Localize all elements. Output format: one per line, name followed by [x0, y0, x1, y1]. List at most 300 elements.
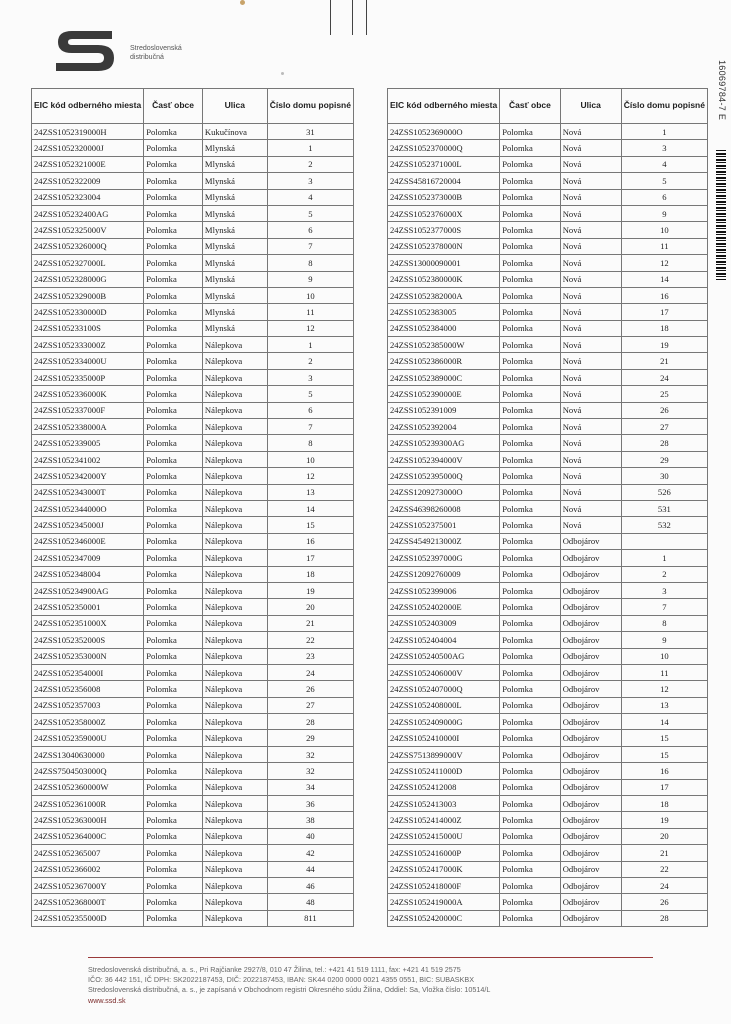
house-no-cell: 8 [621, 615, 707, 631]
table-row [32, 402, 354, 418]
table-row [32, 124, 354, 140]
eic-cell: 24ZSS1052394000V [388, 451, 500, 467]
street-cell: Nálepkova [202, 337, 267, 353]
eic-cell: 24ZSS1052420000C [388, 910, 500, 926]
part-cell: Polomka [144, 255, 203, 271]
house-no-cell: 24 [267, 664, 353, 680]
house-no-cell: 30 [621, 468, 707, 484]
eic-cell: 24ZSS1052385000W [388, 337, 500, 353]
street-cell: Nálepkova [202, 386, 267, 402]
street-cell: Odbojárov [560, 599, 621, 615]
table-row [388, 320, 708, 336]
street-cell: Nálepkova [202, 369, 267, 385]
house-no-cell: 18 [621, 796, 707, 812]
eic-cell: 24ZSS1052360000W [32, 779, 144, 795]
table-row [388, 173, 708, 189]
eic-cell: 24ZSS1052416000P [388, 845, 500, 861]
table-row [388, 337, 708, 353]
table-row [388, 664, 708, 680]
table-row [32, 582, 354, 598]
table-row [32, 681, 354, 697]
part-cell: Polomka [500, 205, 560, 221]
col-street: Ulica [202, 89, 267, 124]
table-row [388, 255, 708, 271]
street-cell: Mlynská [202, 255, 267, 271]
street-cell: Nová [560, 156, 621, 172]
table-row [388, 386, 708, 402]
table-row [32, 222, 354, 238]
part-cell: Polomka [500, 304, 560, 320]
part-cell: Polomka [500, 369, 560, 385]
eic-cell: 24ZSS1052417000K [388, 861, 500, 877]
part-cell: Polomka [500, 386, 560, 402]
part-cell: Polomka [500, 402, 560, 418]
house-no-cell: 9 [267, 271, 353, 287]
house-no-cell: 15 [621, 730, 707, 746]
part-cell: Polomka [500, 468, 560, 484]
table-row [388, 714, 708, 730]
house-no-cell: 46 [267, 877, 353, 893]
house-no-cell: 19 [621, 337, 707, 353]
fold-marks [330, 0, 370, 35]
footer-registry: Stredoslovenská distribučná, a. s., je zapísaná v Obchodnom registri Okresného súdu Žilina, Oddiel: Sa, Vložka číslo: 10514/L [88, 985, 491, 995]
part-cell: Polomka [144, 304, 203, 320]
house-no-cell: 12 [621, 681, 707, 697]
house-no-cell: 28 [267, 714, 353, 730]
street-cell: Nová [560, 124, 621, 140]
street-cell: Nová [560, 287, 621, 303]
street-cell: Kukučínova [202, 124, 267, 140]
part-cell: Polomka [500, 140, 560, 156]
street-cell: Odbojárov [560, 566, 621, 582]
eic-cell: 24ZSS1052338000A [32, 419, 144, 435]
house-no-cell: 18 [621, 320, 707, 336]
table-row [388, 828, 708, 844]
part-cell: Polomka [144, 222, 203, 238]
street-cell: Odbojárov [560, 894, 621, 910]
right-table [387, 88, 708, 927]
table-row [32, 550, 354, 566]
eic-cell: 24ZSS1052350001 [32, 599, 144, 615]
house-no-cell: 13 [621, 697, 707, 713]
part-cell: Polomka [144, 861, 203, 877]
part-cell: Polomka [144, 369, 203, 385]
part-cell: Polomka [144, 730, 203, 746]
street-cell: Nálepkova [202, 796, 267, 812]
eic-cell: 24ZSS1052327000L [32, 255, 144, 271]
table-row [32, 664, 354, 680]
house-no-cell: 15 [267, 517, 353, 533]
table-row [388, 500, 708, 516]
street-cell: Odbojárov [560, 681, 621, 697]
part-cell: Polomka [144, 320, 203, 336]
company-name-line2: distribučná [130, 54, 164, 61]
table-row [388, 796, 708, 812]
part-cell: Polomka [500, 320, 560, 336]
part-cell: Polomka [144, 877, 203, 893]
table-row [388, 697, 708, 713]
table-row [388, 894, 708, 910]
street-cell: Odbojárov [560, 861, 621, 877]
table-row [388, 484, 708, 500]
part-cell: Polomka [144, 271, 203, 287]
house-no-cell: 48 [267, 894, 353, 910]
table-row [32, 910, 354, 926]
street-cell: Mlynská [202, 173, 267, 189]
street-cell: Nálepkova [202, 517, 267, 533]
street-cell: Nálepkova [202, 828, 267, 844]
house-no-cell: 40 [267, 828, 353, 844]
table-row [388, 468, 708, 484]
scan-speck [240, 0, 245, 5]
part-cell: Polomka [500, 451, 560, 467]
street-cell: Nálepkova [202, 468, 267, 484]
street-cell: Mlynská [202, 287, 267, 303]
house-no-cell: 36 [267, 796, 353, 812]
street-cell: Nálepkova [202, 599, 267, 615]
part-cell: Polomka [500, 599, 560, 615]
eic-cell: 24ZSS1052366002 [32, 861, 144, 877]
eic-cell: 24ZSS1052373000B [388, 189, 500, 205]
eic-cell: 24ZSS1052408000L [388, 697, 500, 713]
street-cell: Nová [560, 484, 621, 500]
house-no-cell: 7 [267, 238, 353, 254]
col-eic: EIC kód odberného miesta [388, 89, 500, 124]
table-row [32, 730, 354, 746]
eic-cell: 24ZSS1052346000E [32, 533, 144, 549]
house-no-cell: 15 [621, 746, 707, 762]
house-no-cell: 20 [267, 599, 353, 615]
street-cell: Nálepkova [202, 566, 267, 582]
street-cell: Nová [560, 402, 621, 418]
house-no-cell: 28 [621, 435, 707, 451]
eic-cell: 24ZSS1052333000Z [32, 337, 144, 353]
eic-cell: 24ZSS105232400AG [32, 205, 144, 221]
house-no-cell: 16 [267, 533, 353, 549]
street-cell: Mlynská [202, 205, 267, 221]
table-row [388, 156, 708, 172]
table-row [32, 140, 354, 156]
table-row [32, 468, 354, 484]
street-cell: Nálepkova [202, 484, 267, 500]
table-row [388, 353, 708, 369]
street-cell: Odbojárov [560, 796, 621, 812]
street-cell: Odbojárov [560, 697, 621, 713]
footer-website-link[interactable]: www.ssd.sk [88, 995, 126, 1005]
street-cell: Nálepkova [202, 500, 267, 516]
eic-cell: 24ZSS1052342000Y [32, 468, 144, 484]
eic-cell: 24ZSS1052323004 [32, 189, 144, 205]
street-cell: Odbojárov [560, 877, 621, 893]
part-cell: Polomka [144, 484, 203, 500]
street-cell: Odbojárov [560, 582, 621, 598]
street-cell: Nálepkova [202, 533, 267, 549]
company-name [130, 44, 182, 62]
eic-cell: 24ZSS1052410000I [388, 730, 500, 746]
house-no-cell: 18 [267, 566, 353, 582]
house-no-cell: 17 [267, 550, 353, 566]
eic-cell: 24ZSS1052334000U [32, 353, 144, 369]
street-cell: Odbojárov [560, 615, 621, 631]
house-no-cell: 19 [267, 582, 353, 598]
table-row [388, 615, 708, 631]
part-cell: Polomka [500, 156, 560, 172]
street-cell: Nálepkova [202, 697, 267, 713]
eic-cell: 24ZSS1052368000T [32, 894, 144, 910]
house-no-cell [621, 533, 707, 549]
table-row [32, 173, 354, 189]
part-cell: Polomka [500, 664, 560, 680]
street-cell: Nálepkova [202, 877, 267, 893]
table-row [32, 648, 354, 664]
street-cell: Nová [560, 205, 621, 221]
street-cell: Odbojárov [560, 746, 621, 762]
part-cell: Polomka [144, 500, 203, 516]
house-no-cell: 11 [621, 238, 707, 254]
table-row [388, 599, 708, 615]
part-cell: Polomka [144, 353, 203, 369]
street-cell: Nálepkova [202, 451, 267, 467]
table-row [388, 287, 708, 303]
eic-cell: 24ZSS1052384000 [388, 320, 500, 336]
eic-cell: 24ZSS13040630000 [32, 746, 144, 762]
company-name-line1: Stredoslovenská [130, 45, 182, 52]
part-cell: Polomka [500, 796, 560, 812]
table-row [32, 566, 354, 582]
house-no-cell: 31 [267, 124, 353, 140]
house-no-cell: 4 [621, 156, 707, 172]
house-no-cell: 2 [621, 566, 707, 582]
part-cell: Polomka [144, 435, 203, 451]
eic-cell: 24ZSS1052351000X [32, 615, 144, 631]
part-cell: Polomka [500, 615, 560, 631]
street-cell: Odbojárov [560, 812, 621, 828]
part-cell: Polomka [500, 681, 560, 697]
street-cell: Nová [560, 500, 621, 516]
part-cell: Polomka [144, 468, 203, 484]
table-row [388, 517, 708, 533]
street-cell: Nová [560, 435, 621, 451]
eic-cell: 24ZSS1052364000C [32, 828, 144, 844]
part-cell: Polomka [144, 386, 203, 402]
scan-speck [281, 72, 284, 75]
table-row [32, 189, 354, 205]
eic-cell: 24ZSS105234900AG [32, 582, 144, 598]
street-cell: Nálepkova [202, 353, 267, 369]
house-no-cell: 20 [621, 828, 707, 844]
table-row [388, 402, 708, 418]
eic-cell: 24ZSS12092760009 [388, 566, 500, 582]
part-cell: Polomka [144, 156, 203, 172]
table-row [32, 337, 354, 353]
part-cell: Polomka [144, 582, 203, 598]
street-cell: Odbojárov [560, 648, 621, 664]
eic-cell: 24ZSS1052335000P [32, 369, 144, 385]
table-row [388, 140, 708, 156]
part-cell: Polomka [144, 845, 203, 861]
part-cell: Polomka [500, 861, 560, 877]
house-no-cell: 1 [621, 124, 707, 140]
table-row [32, 533, 354, 549]
street-cell: Mlynská [202, 304, 267, 320]
table-row [32, 746, 354, 762]
house-no-cell: 17 [621, 779, 707, 795]
eic-cell: 24ZSS13000090001 [388, 255, 500, 271]
eic-cell: 24ZSS1052363000H [32, 812, 144, 828]
barcode [716, 150, 726, 280]
eic-cell: 24ZSS1052380000K [388, 271, 500, 287]
part-cell: Polomka [144, 664, 203, 680]
house-no-cell: 7 [621, 599, 707, 615]
street-cell: Odbojárov [560, 632, 621, 648]
part-cell: Polomka [144, 337, 203, 353]
table-row [388, 845, 708, 861]
part-cell: Polomka [500, 533, 560, 549]
street-cell: Nová [560, 386, 621, 402]
eic-cell: 24ZSS1052357003 [32, 697, 144, 713]
document-code: 16069784-7 E [717, 60, 727, 121]
eic-cell: 24ZSS1052370000Q [388, 140, 500, 156]
house-no-cell: 8 [267, 435, 353, 451]
street-cell: Nová [560, 271, 621, 287]
street-cell: Mlynská [202, 140, 267, 156]
street-cell: Mlynská [202, 238, 267, 254]
street-cell: Nová [560, 517, 621, 533]
street-cell: Nová [560, 320, 621, 336]
part-cell: Polomka [144, 451, 203, 467]
house-no-cell: 3 [267, 173, 353, 189]
house-no-cell: 3 [621, 582, 707, 598]
house-no-cell: 4 [267, 189, 353, 205]
house-no-cell: 11 [267, 304, 353, 320]
part-cell: Polomka [144, 648, 203, 664]
eic-cell: 24ZSS1052389000C [388, 369, 500, 385]
table-row [32, 828, 354, 844]
street-cell: Nová [560, 140, 621, 156]
street-cell: Odbojárov [560, 910, 621, 926]
table-row [388, 222, 708, 238]
eic-cell: 24ZSS1052376000X [388, 205, 500, 221]
part-cell: Polomka [500, 238, 560, 254]
table-row [32, 156, 354, 172]
eic-cell: 24ZSS7513899000V [388, 746, 500, 762]
street-cell: Nálepkova [202, 648, 267, 664]
table-row [32, 304, 354, 320]
part-cell: Polomka [500, 697, 560, 713]
part-cell: Polomka [144, 566, 203, 582]
street-cell: Nálepkova [202, 910, 267, 926]
street-cell: Odbojárov [560, 779, 621, 795]
eic-cell: 24ZSS1052321000E [32, 156, 144, 172]
table-row [32, 517, 354, 533]
eic-cell: 24ZSS1052409000G [388, 714, 500, 730]
part-cell: Polomka [144, 238, 203, 254]
table-row [388, 189, 708, 205]
eic-cell: 24ZSS1052378000N [388, 238, 500, 254]
part-cell: Polomka [144, 419, 203, 435]
part-cell: Polomka [500, 189, 560, 205]
part-cell: Polomka [144, 140, 203, 156]
house-no-cell: 16 [621, 287, 707, 303]
part-cell: Polomka [144, 402, 203, 418]
table-header-row [32, 89, 354, 124]
street-cell: Nová [560, 353, 621, 369]
eic-cell: 24ZSS1052358000Z [32, 714, 144, 730]
street-cell: Mlynská [202, 222, 267, 238]
table-row [388, 566, 708, 582]
eic-cell: 24ZSS1052367000Y [32, 877, 144, 893]
table-row [388, 435, 708, 451]
street-cell: Nálepkova [202, 582, 267, 598]
street-cell: Nálepkova [202, 681, 267, 697]
part-cell: Polomka [144, 550, 203, 566]
street-cell: Odbojárov [560, 828, 621, 844]
street-cell: Nálepkova [202, 419, 267, 435]
part-cell: Polomka [144, 632, 203, 648]
house-no-cell: 22 [267, 632, 353, 648]
street-cell: Nálepkova [202, 632, 267, 648]
table-row [388, 550, 708, 566]
street-cell: Odbojárov [560, 763, 621, 779]
part-cell: Polomka [500, 500, 560, 516]
house-no-cell: 9 [621, 632, 707, 648]
eic-cell: 24ZSS1052326000Q [32, 238, 144, 254]
street-cell: Odbojárov [560, 845, 621, 861]
eic-cell: 24ZSS1052339005 [32, 435, 144, 451]
street-cell: Nálepkova [202, 664, 267, 680]
house-no-cell: 14 [621, 271, 707, 287]
table-row [32, 238, 354, 254]
house-no-cell: 28 [621, 910, 707, 926]
eic-cell: 24ZSS1052411000D [388, 763, 500, 779]
eic-cell: 24ZSS1052375001 [388, 517, 500, 533]
part-cell: Polomka [500, 222, 560, 238]
table-row [388, 910, 708, 926]
eic-cell: 24ZSS1052383005 [388, 304, 500, 320]
table-row [32, 287, 354, 303]
house-no-cell: 24 [621, 877, 707, 893]
eic-cell: 24ZSS1052320000J [32, 140, 144, 156]
part-cell: Polomka [144, 697, 203, 713]
house-no-cell: 32 [267, 763, 353, 779]
table-row [32, 369, 354, 385]
house-no-cell: 5 [267, 386, 353, 402]
table-row [388, 304, 708, 320]
eic-cell: 24ZSS1052392004 [388, 419, 500, 435]
house-no-cell: 29 [267, 730, 353, 746]
part-cell: Polomka [500, 746, 560, 762]
street-cell: Nová [560, 419, 621, 435]
house-no-cell: 21 [621, 845, 707, 861]
eic-cell: 24ZSS1052347009 [32, 550, 144, 566]
table-row [32, 419, 354, 435]
house-no-cell: 29 [621, 451, 707, 467]
table-row [32, 763, 354, 779]
part-cell: Polomka [144, 173, 203, 189]
eic-cell: 24ZSS1052325000V [32, 222, 144, 238]
part-cell: Polomka [500, 337, 560, 353]
eic-cell: 24ZSS7504503000Q [32, 763, 144, 779]
table-row [388, 582, 708, 598]
part-cell: Polomka [500, 812, 560, 828]
house-no-cell: 10 [267, 451, 353, 467]
part-cell: Polomka [144, 894, 203, 910]
house-no-cell: 3 [621, 140, 707, 156]
eic-cell: 24ZSS1052319000H [32, 124, 144, 140]
footer-address: Stredoslovenská distribučná, a. s., Pri Rajčianke 2927/8, 010 47 Žilina, tel.: +421 41 519 1111, fax: +421 41 519 2575 [88, 965, 461, 974]
part-cell: Polomka [500, 714, 560, 730]
part-cell: Polomka [500, 828, 560, 844]
